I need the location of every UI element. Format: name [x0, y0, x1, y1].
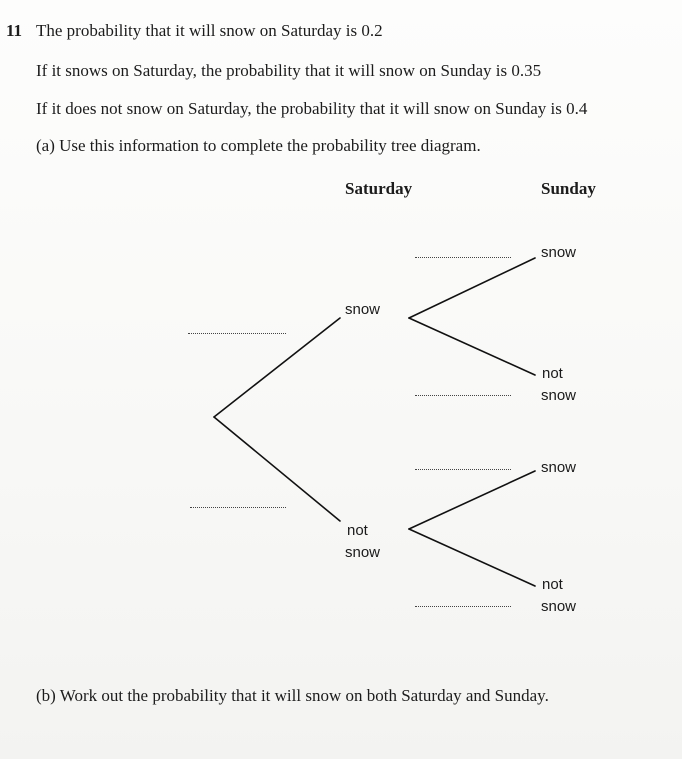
label-sun-not-snow-2: snow	[541, 598, 577, 615]
part-a-instruction: (a) Use this information to complete the probability tree diagram.	[36, 136, 481, 155]
answer-blank-sat-not-snow[interactable]	[190, 507, 286, 508]
branch-sat-not-snow	[214, 417, 340, 521]
answer-blank-sun-not-1[interactable]	[415, 395, 511, 396]
branch-sun-not-after-snow	[409, 318, 535, 375]
label-sun-not-1: not	[542, 365, 563, 382]
label-sun-snow-1: snow	[541, 244, 577, 261]
answer-blank-sun-not-2[interactable]	[415, 606, 511, 607]
question-line-2: If it snows on Saturday, the probability that it will snow on Sunday is 0.35	[36, 61, 542, 80]
answer-blank-sun-snow-2[interactable]	[415, 469, 511, 470]
label-sun-not-snow-1: snow	[541, 387, 577, 404]
question-line-3: If it does not snow on Saturday, the probability that it will snow on Sunday is 0.4	[36, 99, 588, 118]
branch-sun-not-after-not	[409, 529, 535, 586]
label-sun-snow-2: snow	[541, 459, 577, 476]
heading-sunday: Sunday	[541, 179, 596, 198]
label-sat-snow: snow	[345, 301, 381, 318]
answer-blank-sun-snow-1[interactable]	[415, 257, 511, 258]
heading-saturday: Saturday	[345, 179, 413, 198]
branch-sun-snow-after-not	[409, 471, 535, 529]
question-number: 11	[6, 21, 23, 40]
question-line-1: The probability that it will snow on Saturday is 0.2	[36, 21, 383, 40]
label-sun-not-2: not	[542, 576, 563, 593]
part-b-instruction: (b) Work out the probability that it will snow on both Saturday and Sunday.	[36, 686, 549, 705]
label-sat-not-snow: snow	[345, 544, 381, 561]
branch-sun-snow-after-snow	[409, 258, 535, 318]
label-sat-not: not	[347, 522, 368, 539]
answer-blank-sat-snow[interactable]	[188, 333, 286, 334]
